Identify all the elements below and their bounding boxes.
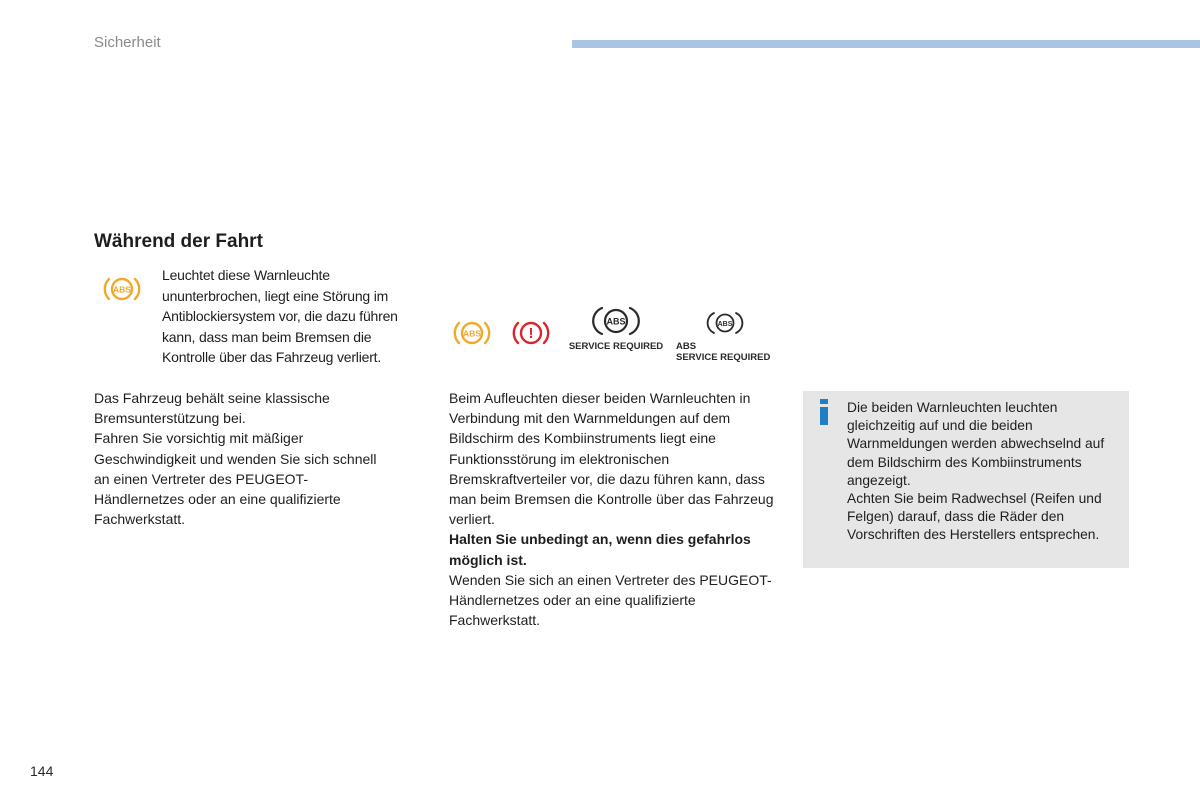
section-label: Sicherheit [94,34,161,51]
abs-service-label: ABS [606,316,626,327]
abs-warning-label: ABS [113,284,131,295]
abs-row-label: ABS [463,328,481,339]
info-paragraph-2: Achten Sie beim Radwechsel (Reifen und Felgen) darauf, dass die Räder den Vorschriften des Herstellers entsprechen. [847,491,1102,543]
abs-service-required-icon [568,304,664,354]
intro-text: Leuchtet diese Warnleuchte ununterbrochen, liegt eine Störung im Antiblockiersystem vor, die dazu führen kann, dass man beim Bremsen die Kontrolle über das Fahrzeug verliert. [162,267,398,365]
abs-service-required-icon-alt [676,310,776,363]
section-heading: Während der Fahrt [94,231,263,252]
abs-service-required-caption [676,341,770,363]
left-paragraph-2: Fahren Sie vorsichtig mit mäßiger Geschwindigkeit und wenden Sie sich schnell an einen Vertreter des PEUGEOT-Händlernetzes oder an eine qualifizierte Fachwerkstatt. [94,430,377,528]
abs-warning-icon-row [452,318,492,348]
warning-icons-row [450,304,790,364]
abs-caption-line1: ABS [676,341,697,352]
middle-column-text [449,388,779,630]
abs-service-alt-label: ABS [717,320,733,328]
left-paragraph-1: Das Fahrzeug behält seine klassische Bremsunterstützung bei. [94,390,330,427]
info-box-text [847,399,1117,545]
service-required-caption: SERVICE REQUIRED [568,341,664,352]
abs-service-symbol [568,304,664,340]
middle-bold-warning: Halten Sie unbedingt an, wenn dies gefahrlos möglich ist. [449,531,751,568]
service-required-caption-line2: SERVICE REQUIRED [676,352,771,363]
abs-warning-icon [102,274,142,304]
middle-paragraph-1: Beim Aufleuchten dieser beiden Warnleuchten in Verbindung mit den Warnmeldungen auf dem Bildschirm des Kombiinstruments liegt eine Funktionsstörung im elektronischen Bremskraftverteiler vor, die dazu führen kann, dass man beim Bremsen die Kontrolle über das Fahrzeug verliert. [449,390,774,528]
info-box [803,391,1129,568]
header-bar [572,40,1200,48]
info-icon [817,399,831,425]
brake-warning-icon [510,318,552,348]
brake-warning-label: ! [528,325,534,342]
middle-paragraph-2: Wenden Sie sich an einen Vertreter des PEUGEOT-Händlernetzes oder an eine qualifizierte Fachwerkstatt. [449,571,772,629]
page-number: 144 [30,763,54,779]
abs-service-symbol-alt [676,310,776,338]
info-paragraph-1: Die beiden Warnleuchten leuchten gleichzeitig auf und die beiden Warnmeldungen werden abwechselnd auf dem Bildschirm des Kombiinstruments angezeigt. [847,400,1105,488]
left-column-text [94,388,394,529]
